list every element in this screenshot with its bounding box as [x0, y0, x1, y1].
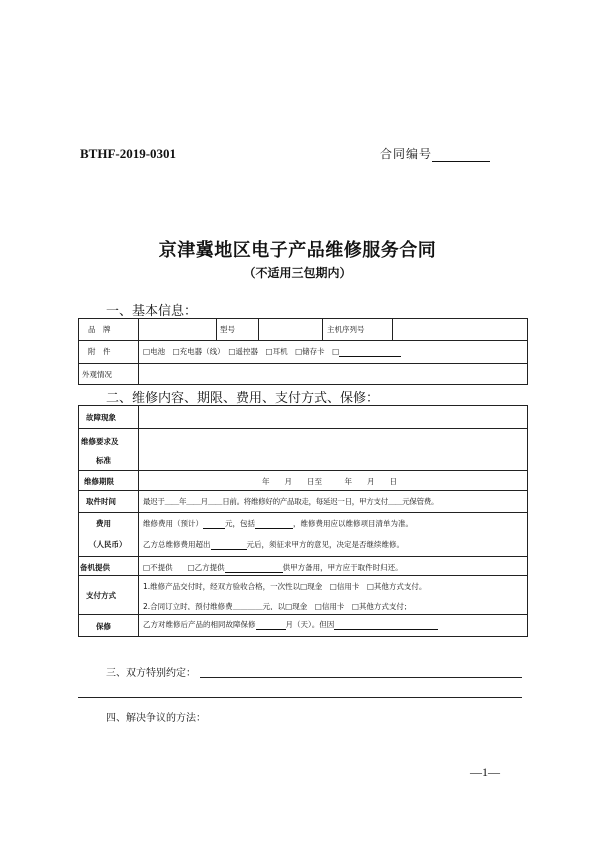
row-divider	[78, 340, 528, 341]
brand-label: 品 牌	[88, 325, 111, 334]
section2-heading: 二、维修内容、期限、费用、支付方式、保修：	[106, 391, 380, 406]
requirement-label: 维修要求及	[81, 437, 119, 446]
warranty-label: 保修	[96, 622, 111, 631]
period-label: 维修期限	[84, 477, 114, 486]
backup-text[interactable]: □不提供 □乙方提供 供甲方备用，甲方应于取件时归还。	[143, 563, 403, 572]
model-label: 型号	[220, 325, 235, 334]
row-divider	[78, 614, 528, 615]
section3-heading: 三、双方特别约定：	[106, 668, 196, 679]
row-divider	[78, 556, 528, 557]
document-code: BTHF-2019-0301	[80, 146, 177, 161]
requirement-label-2: 标准	[96, 456, 111, 465]
row-divider	[78, 363, 528, 364]
row-divider	[78, 428, 528, 429]
row-divider	[78, 575, 528, 576]
col-divider	[258, 318, 259, 340]
section3-blank-line[interactable]	[200, 677, 522, 678]
contract-number-label: 合同编号	[380, 147, 433, 161]
row-divider	[78, 490, 528, 491]
fee-currency-label: （人民币）	[89, 540, 127, 549]
accessories-other-blank[interactable]	[339, 348, 401, 357]
col-divider	[138, 405, 139, 637]
col-divider	[392, 318, 393, 340]
row-divider	[78, 512, 528, 513]
pickup-label: 取件时间	[86, 497, 116, 506]
payment-line-2[interactable]: 2.合同订立时，预付维修费＿＿＿＿元，以□现金 □信用卡 □其他方式支付；	[143, 602, 412, 610]
document-subtitle: （不适用三包期内）	[243, 266, 352, 280]
backup-label: 备机提供	[80, 563, 110, 572]
contract-number-field	[380, 145, 490, 162]
col-divider	[138, 318, 139, 385]
fee-line-2[interactable]: 乙方总维修费用超出 元后，须征求甲方的意见，决定是否继续维修。	[143, 540, 404, 549]
serial-label: 主机序列号	[327, 325, 365, 334]
section4-heading: 四、解决争议的方法：	[106, 713, 206, 724]
pickup-text[interactable]: 最迟于＿＿年＿＿月＿＿日前。将维修好的产品取走，每延迟一日，甲方支付＿＿元保管费。	[143, 497, 439, 506]
appearance-label: 外观情况	[82, 370, 112, 379]
contract-number-blank[interactable]	[432, 149, 490, 162]
fee-line-1[interactable]: 维修费用（预计） 元，包括 ，维修费用应以维修项目清单为准。	[143, 519, 413, 528]
accessories-options[interactable]: □电池 □充电器（线） □遥控器 □耳机 □储存卡 □	[143, 347, 401, 357]
col-divider	[322, 318, 323, 340]
page-number: —1—	[470, 765, 500, 779]
accessories-label: 附 件	[88, 347, 111, 356]
section1-heading: 一、基本信息：	[106, 304, 198, 319]
document-title: 京津冀地区电子产品维修服务合同	[158, 240, 437, 261]
period-dates[interactable]: 年 月 日至 年 月 日	[262, 477, 397, 486]
row-divider	[78, 470, 528, 471]
warranty-text[interactable]: 乙方对维修后产品的相同故障保修 月（天）。但因	[143, 620, 438, 630]
fault-label: 故障现象	[86, 413, 116, 422]
payment-line-1[interactable]: 1.维修产品交付时，经双方验收合格，一次性以□现金 □信用卡 □其他方式支付。	[143, 582, 427, 591]
payment-label: 支付方式	[86, 591, 116, 600]
fee-label: 费用	[96, 519, 111, 528]
col-divider	[216, 318, 217, 340]
section3-blank-line-2[interactable]	[78, 697, 522, 698]
